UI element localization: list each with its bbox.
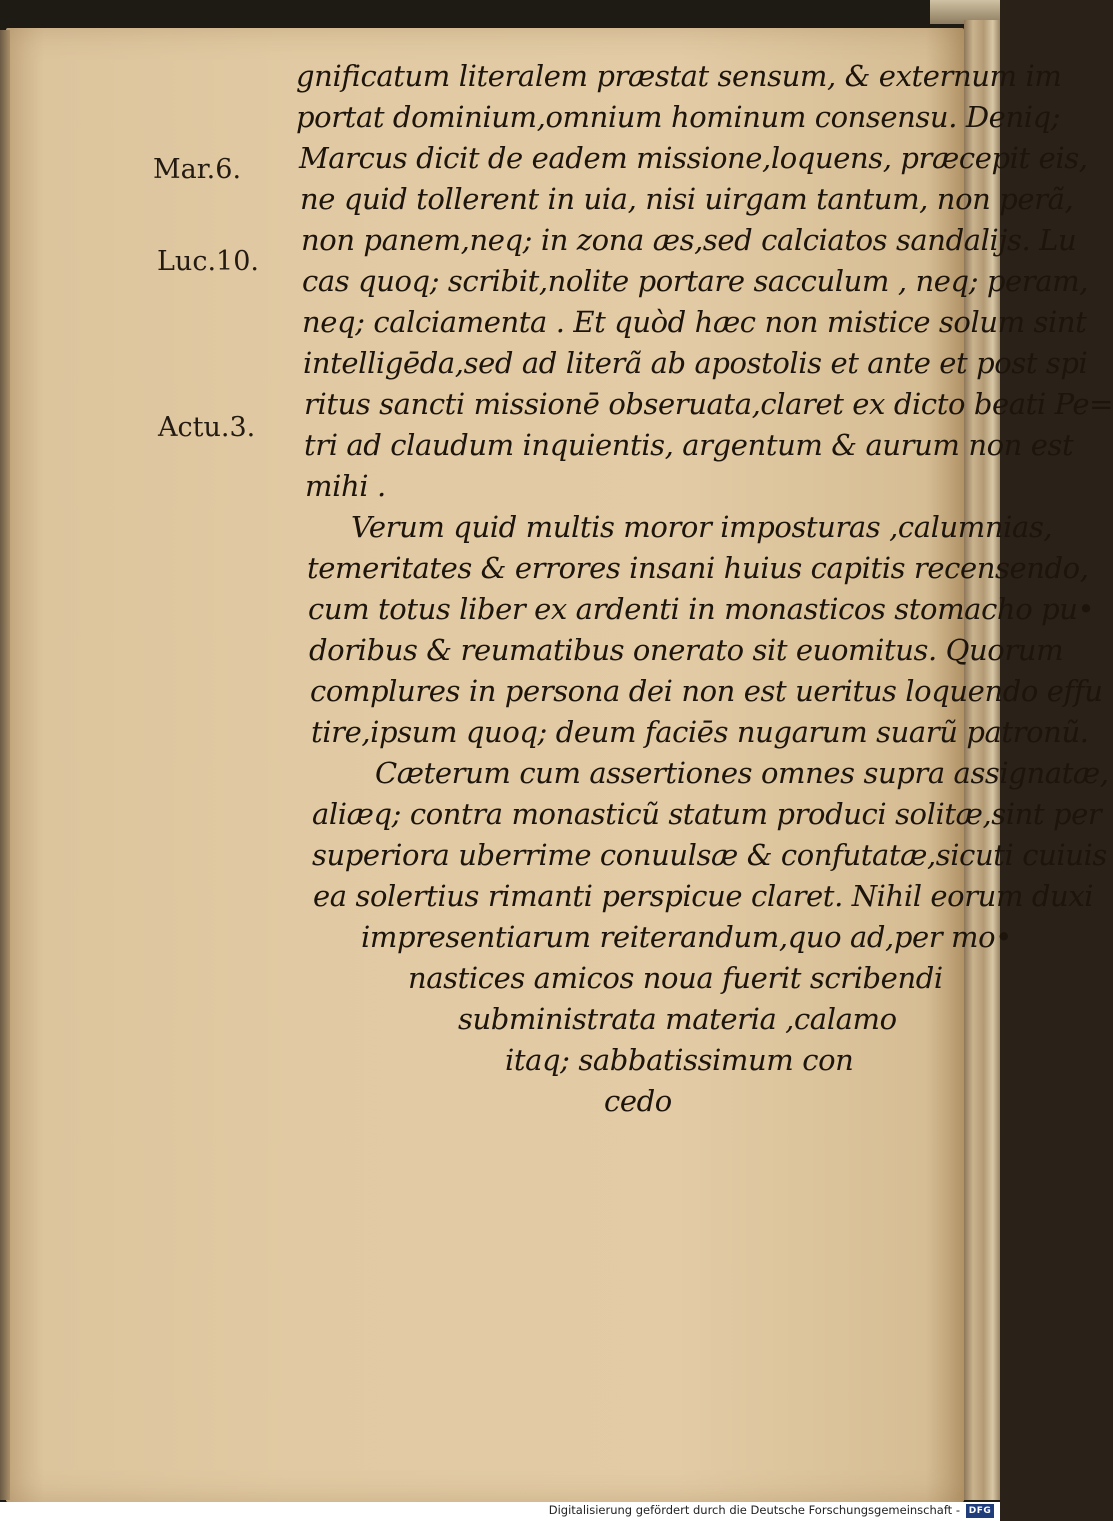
text-line: cedo (604, 1084, 672, 1118)
margin-note-luc: Luc.10. (157, 246, 259, 277)
text-line: Verum quid multis moror imposturas ,calumnias, (351, 510, 1053, 544)
text-line: mihi . (305, 469, 386, 503)
text-line: ne quid tollerent in uia, nisi uirgam tantum, non perã, (300, 182, 1074, 216)
text-line: subministrata materia ,calamo (458, 1002, 897, 1036)
text-line: portat dominium,omnium hominum consensu. Deniq; (296, 100, 1061, 134)
text-line: neq; calciamenta . Et quòd hæc non mistice solum sint (302, 305, 1087, 339)
text-line: gnificatum literalem præstat sensum, & externum im (296, 59, 1062, 93)
text-line: nastices amicos noua fuerit scribendi (408, 961, 943, 995)
text-line: doribus & reumatibus onerato sit euomitus. Quorum (309, 633, 1064, 667)
text-line: itaq; sabbatissimum con (505, 1043, 854, 1077)
text-line: tire,ipsum quoq; deum faciēs nugarum suarũ patronũ. (311, 715, 1089, 749)
page-gutter-edge (0, 30, 10, 1500)
text-line: cum totus liber ex ardenti in monasticos stomacho pu• (308, 592, 1095, 626)
digitization-credit-bar (0, 1502, 1000, 1521)
margin-note-mar: Mar.6. (153, 154, 242, 185)
text-line: complures in persona dei non est ueritus loquendo effu (310, 674, 1103, 708)
text-line: aliæq; contra monasticũ statum produci solitæ,sint per (312, 797, 1102, 831)
text-line: non panem,neq; in zona æs,sed calciatos sandalijs. Lu (301, 223, 1077, 257)
text-line: Marcus dicit de eadem missione,loquens, præcepit eis, (299, 141, 1088, 175)
text-line: superiora uberrime conuulsæ & confutatæ,sicuti cuiuis (312, 838, 1107, 872)
dfg-logo: DFG (966, 1504, 994, 1518)
text-line: cas quoq; scribit,nolite portare sacculum , neq; peram, (302, 264, 1089, 298)
text-line: ea solertius rimanti perspicue claret. Nihil eorum duxi (313, 879, 1094, 913)
text-line: ritus sancti missionē obseruata,claret ex dicto beati Pe= (304, 387, 1113, 421)
text-line: intelligēda,sed ad literã ab apostolis et ante et post spi (303, 346, 1088, 380)
funding-credit-text: Digitalisierung gefördert durch die Deutsche Forschungsgemeinschaft - (548, 1503, 960, 1517)
text-line: impresentiarum reiterandum,quo ad,per mo• (361, 920, 1012, 954)
text-line: tri ad claudum inquientis, argentum & aurum non est (304, 428, 1074, 462)
margin-note-actu: Actu.3. (158, 412, 256, 443)
text-line: temeritates & errores insani huius capitis recensendo, (307, 551, 1089, 585)
text-line: Cæterum cum assertiones omnes supra assignatæ, (375, 756, 1109, 790)
